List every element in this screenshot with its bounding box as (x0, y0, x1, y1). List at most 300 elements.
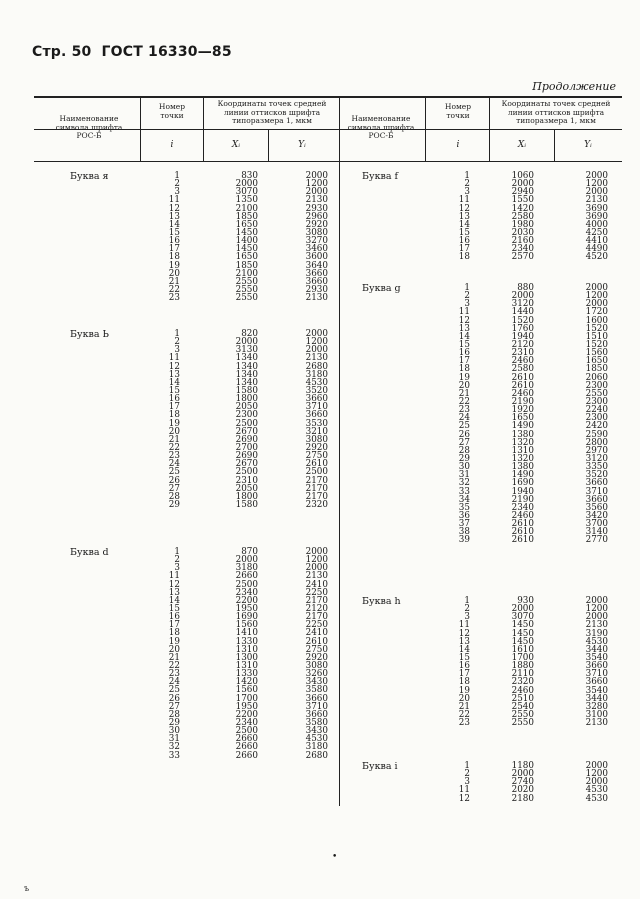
y-coordinate: 3660 (305, 693, 328, 704)
y-coordinate: 2130 (305, 195, 328, 206)
page-number: Стр. 50 (32, 44, 92, 60)
y-coordinate: 2680 (305, 750, 328, 761)
y-coordinate: 3530 (305, 418, 328, 429)
x-coordinate: 2050 (235, 402, 258, 413)
table-row (140, 172, 328, 180)
y-coordinate: 4530 (585, 793, 608, 804)
point-number: 14 (458, 331, 470, 342)
y-coordinate: 3700 (585, 519, 608, 530)
x-coordinate: 1520 (511, 315, 534, 326)
x-coordinate: 2310 (511, 348, 534, 359)
x-coordinate: 2180 (511, 793, 534, 804)
x-coordinate: 2000 (511, 604, 534, 615)
point-number: 11 (168, 353, 180, 364)
x-coordinate: 2550 (511, 709, 534, 720)
point-number: 35 (458, 502, 470, 513)
header-bottom-rule (34, 161, 622, 162)
point-number: 3 (464, 612, 470, 623)
y-coordinate: 3080 (305, 660, 328, 671)
y-coordinate: 2130 (585, 195, 608, 206)
x-coordinate: 3070 (511, 612, 534, 623)
x-coordinate: 2550 (235, 276, 258, 287)
y-coordinate: 2000 (305, 329, 328, 339)
x-coordinate: 2190 (511, 494, 534, 505)
col-sym-y-right: Yᵢ (584, 140, 592, 150)
point-number: 22 (168, 660, 180, 671)
col-header-name-left: Наименование символа шрифта РОС-Б (55, 114, 123, 140)
y-coordinate: 4530 (585, 636, 608, 647)
y-coordinate: 2170 (305, 491, 328, 502)
point-list (140, 172, 328, 302)
y-coordinate: 2060 (585, 372, 608, 383)
y-coordinate: 3080 (305, 434, 328, 445)
point-number: 33 (458, 486, 470, 497)
x-coordinate: 1610 (511, 644, 534, 655)
point-number: 13 (458, 636, 470, 647)
x-coordinate: 1340 (235, 377, 258, 388)
y-coordinate: 3660 (305, 709, 328, 720)
table-top-rule (34, 96, 622, 98)
standard-number: ГОСТ 16330—85 (101, 44, 232, 60)
point-number: 11 (458, 195, 470, 206)
point-number: 27 (168, 483, 180, 494)
point-number: 16 (168, 612, 180, 623)
y-coordinate: 1510 (585, 331, 608, 342)
y-coordinate: 4250 (585, 227, 608, 238)
x-coordinate: 2500 (235, 467, 258, 478)
point-number: 2 (174, 555, 180, 566)
x-coordinate: 2460 (511, 685, 534, 696)
x-coordinate: 1560 (235, 685, 258, 696)
point-number: 24 (168, 459, 180, 470)
x-coordinate: 1380 (511, 462, 534, 473)
point-number: 11 (458, 307, 470, 318)
point-number: 18 (458, 677, 470, 688)
y-coordinate: 2000 (305, 171, 328, 181)
point-number: 16 (458, 236, 470, 247)
point-number: 15 (168, 385, 180, 396)
y-coordinate: 1650 (585, 356, 608, 367)
point-number: 25 (458, 421, 470, 432)
y-coordinate: 2550 (585, 388, 608, 399)
y-coordinate: 1200 (585, 604, 608, 615)
x-coordinate: 2110 (511, 669, 534, 680)
x-coordinate: 3130 (235, 345, 258, 356)
x-coordinate: 1350 (235, 195, 258, 206)
y-coordinate: 2750 (305, 451, 328, 462)
col-sym-x-right: Xᵢ (517, 140, 527, 150)
point-number: 18 (168, 410, 180, 421)
y-coordinate: 2000 (585, 299, 608, 310)
point-number: 20 (168, 644, 180, 655)
y-coordinate: 2930 (305, 284, 328, 295)
point-number: 20 (458, 380, 470, 391)
point-number: 1 (464, 761, 470, 771)
y-coordinate: 3560 (585, 502, 608, 513)
y-coordinate: 2930 (305, 203, 328, 214)
x-coordinate: 1060 (511, 171, 534, 181)
x-coordinate: 2200 (235, 595, 258, 606)
table-row (140, 548, 328, 556)
point-number: 2 (464, 769, 470, 780)
table-row (140, 294, 328, 302)
corner-mark: ъ (24, 884, 30, 893)
col-header-coords-left: Координаты точек средней линии оттисков шрифта типоразмера 1, мкм (217, 99, 327, 125)
point-number: 3 (464, 187, 470, 198)
point-number: 19 (168, 636, 180, 647)
y-coordinate: 3540 (585, 685, 608, 696)
y-coordinate: 2920 (305, 442, 328, 453)
point-number: 22 (458, 396, 470, 407)
y-coordinate: 2770 (585, 535, 608, 546)
y-coordinate: 3430 (305, 726, 328, 737)
point-number: 12 (458, 203, 470, 214)
x-coordinate: 2160 (511, 236, 534, 247)
point-number: 23 (168, 669, 180, 680)
point-number: 15 (168, 227, 180, 238)
y-coordinate: 3190 (585, 628, 608, 639)
y-coordinate: 3440 (585, 644, 608, 655)
y-coordinate: 1200 (585, 769, 608, 780)
y-coordinate: 3080 (305, 227, 328, 238)
point-list (430, 762, 608, 803)
x-coordinate: 1320 (511, 453, 534, 464)
x-coordinate: 880 (517, 283, 534, 293)
point-number: 36 (458, 510, 470, 521)
point-number: 27 (458, 437, 470, 448)
x-coordinate: 2190 (511, 396, 534, 407)
point-number: 11 (458, 785, 470, 796)
footer-mark: • (332, 852, 338, 862)
y-coordinate: 3440 (585, 693, 608, 704)
x-coordinate: 3180 (235, 563, 258, 574)
col-header-coords-right: Координаты точек средней линии оттисков шрифта типоразмера 1, мкм (501, 99, 611, 125)
y-coordinate: 3210 (305, 426, 328, 437)
point-number: 17 (458, 244, 470, 255)
point-number: 3 (464, 299, 470, 310)
y-coordinate: 3520 (305, 385, 328, 396)
x-coordinate: 2610 (511, 535, 534, 546)
point-number: 17 (168, 402, 180, 413)
y-coordinate: 1200 (305, 555, 328, 566)
x-coordinate: 1420 (235, 677, 258, 688)
point-number: 3 (174, 563, 180, 574)
point-list (430, 172, 608, 262)
point-number: 21 (458, 388, 470, 399)
point-number: 15 (458, 227, 470, 238)
x-coordinate: 1950 (235, 603, 258, 614)
x-coordinate: 1450 (235, 244, 258, 255)
point-number: 12 (458, 315, 470, 326)
x-coordinate: 1980 (511, 219, 534, 230)
x-coordinate: 1490 (511, 470, 534, 481)
point-number: 18 (458, 364, 470, 375)
x-coordinate: 2940 (511, 187, 534, 198)
x-coordinate: 2580 (511, 211, 534, 222)
x-coordinate: 2500 (235, 418, 258, 429)
y-coordinate: 4000 (585, 219, 608, 230)
y-coordinate: 3520 (585, 470, 608, 481)
col-header-number-right: Номер точки (444, 102, 472, 120)
x-coordinate: 1850 (235, 260, 258, 271)
y-coordinate: 1720 (585, 307, 608, 318)
table-row (430, 719, 608, 727)
y-coordinate: 3420 (585, 510, 608, 521)
y-coordinate: 2920 (305, 219, 328, 230)
x-coordinate: 2700 (235, 442, 258, 453)
point-number: 17 (168, 620, 180, 631)
x-coordinate: 2120 (511, 339, 534, 350)
x-coordinate: 1180 (511, 761, 534, 771)
y-coordinate: 1600 (585, 315, 608, 326)
y-coordinate: 2920 (305, 652, 328, 663)
y-coordinate: 2000 (585, 761, 608, 771)
point-number: 13 (168, 369, 180, 380)
x-coordinate: 1320 (511, 437, 534, 448)
point-number: 25 (168, 467, 180, 478)
point-number: 17 (458, 356, 470, 367)
point-number: 22 (168, 284, 180, 295)
y-coordinate: 1850 (585, 364, 608, 375)
point-number: 30 (168, 726, 180, 737)
x-coordinate: 2670 (235, 426, 258, 437)
point-number: 14 (458, 644, 470, 655)
point-number: 11 (168, 571, 180, 582)
table-row (430, 795, 608, 803)
point-number: 33 (168, 750, 180, 761)
x-coordinate: 1800 (235, 394, 258, 405)
point-number: 1 (464, 596, 470, 606)
point-number: 26 (168, 475, 180, 486)
x-coordinate: 1450 (235, 227, 258, 238)
point-number: 19 (458, 372, 470, 383)
y-coordinate: 2250 (305, 587, 328, 598)
y-coordinate: 2300 (585, 380, 608, 391)
point-number: 21 (168, 276, 180, 287)
x-coordinate: 930 (517, 596, 534, 606)
x-coordinate: 2670 (235, 459, 258, 470)
y-coordinate: 2000 (305, 345, 328, 356)
x-coordinate: 870 (241, 547, 258, 557)
x-coordinate: 2050 (235, 483, 258, 494)
point-number: 12 (168, 361, 180, 372)
point-number: 16 (458, 348, 470, 359)
y-coordinate: 4530 (585, 785, 608, 796)
x-coordinate: 2610 (511, 527, 534, 538)
point-number: 16 (168, 236, 180, 247)
x-coordinate: 1300 (235, 652, 258, 663)
y-coordinate: 2410 (305, 628, 328, 639)
y-coordinate: 2120 (305, 603, 328, 614)
y-coordinate: 2000 (585, 612, 608, 623)
x-coordinate: 1440 (511, 307, 534, 318)
y-coordinate: 1560 (585, 348, 608, 359)
x-coordinate: 1920 (511, 405, 534, 416)
x-coordinate: 1380 (511, 429, 534, 440)
point-number: 12 (168, 203, 180, 214)
y-coordinate: 3140 (585, 527, 608, 538)
letter-label: Буква f (362, 171, 399, 182)
point-number: 21 (458, 701, 470, 712)
x-coordinate: 2660 (235, 571, 258, 582)
point-number: 26 (168, 693, 180, 704)
y-coordinate: 3660 (585, 478, 608, 489)
y-coordinate: 3660 (585, 661, 608, 672)
x-coordinate: 2460 (511, 388, 534, 399)
y-coordinate: 2130 (305, 353, 328, 364)
y-coordinate: 3690 (585, 203, 608, 214)
x-coordinate: 1650 (235, 252, 258, 263)
point-number: 14 (458, 219, 470, 230)
point-number: 31 (168, 734, 180, 745)
letter-label: Буква d (70, 547, 109, 558)
point-number: 20 (168, 426, 180, 437)
y-coordinate: 3660 (305, 410, 328, 421)
y-coordinate: 3640 (305, 260, 328, 271)
x-coordinate: 2500 (235, 726, 258, 737)
col-sym-i-right: i (456, 140, 460, 150)
x-coordinate: 2460 (511, 510, 534, 521)
x-coordinate: 2610 (511, 519, 534, 530)
point-number: 13 (168, 211, 180, 222)
x-coordinate: 1650 (235, 219, 258, 230)
point-number: 29 (458, 453, 470, 464)
x-coordinate: 1940 (511, 486, 534, 497)
x-coordinate: 1580 (235, 385, 258, 396)
point-number: 31 (458, 470, 470, 481)
y-coordinate: 3460 (305, 244, 328, 255)
x-coordinate: 2540 (511, 701, 534, 712)
letter-label: Буква i (362, 761, 398, 772)
x-coordinate: 1760 (511, 323, 534, 334)
y-coordinate: 2970 (585, 445, 608, 456)
x-coordinate: 2610 (511, 380, 534, 391)
point-number: 20 (458, 693, 470, 704)
y-coordinate: 2170 (305, 595, 328, 606)
x-coordinate: 2550 (511, 718, 534, 729)
x-coordinate: 1310 (511, 445, 534, 456)
point-number: 3 (464, 777, 470, 788)
y-coordinate: 2000 (305, 547, 328, 557)
x-coordinate: 1310 (235, 660, 258, 671)
point-number: 2 (174, 337, 180, 348)
x-coordinate: 1850 (235, 211, 258, 222)
y-coordinate: 4530 (305, 734, 328, 745)
y-coordinate: 2170 (305, 475, 328, 486)
letter-label: Буква Ь (70, 329, 109, 340)
x-coordinate: 1340 (235, 361, 258, 372)
x-coordinate: 2660 (235, 750, 258, 761)
letter-label: Буква g (362, 283, 401, 294)
x-coordinate: 2000 (511, 179, 534, 190)
x-coordinate: 1490 (511, 421, 534, 432)
point-number: 18 (168, 252, 180, 263)
x-coordinate: 2580 (511, 364, 534, 375)
y-coordinate: 2320 (305, 499, 328, 510)
point-number: 17 (458, 669, 470, 680)
x-coordinate: 2690 (235, 434, 258, 445)
col-rule-right-1 (425, 96, 426, 161)
point-number: 16 (168, 394, 180, 405)
table-row (140, 180, 328, 188)
y-coordinate: 2300 (585, 396, 608, 407)
point-number: 17 (168, 244, 180, 255)
x-coordinate: 2000 (511, 769, 534, 780)
point-number: 1 (174, 171, 180, 181)
point-number: 25 (168, 685, 180, 696)
y-coordinate: 3540 (585, 652, 608, 663)
x-coordinate: 2340 (235, 587, 258, 598)
y-coordinate: 3710 (585, 486, 608, 497)
table-row (140, 330, 328, 338)
table-row (430, 253, 608, 261)
point-number: 13 (458, 323, 470, 334)
y-coordinate: 2680 (305, 361, 328, 372)
y-coordinate: 2250 (305, 620, 328, 631)
x-coordinate: 2100 (235, 268, 258, 279)
y-coordinate: 2130 (305, 571, 328, 582)
x-coordinate: 1940 (511, 331, 534, 342)
point-number: 37 (458, 519, 470, 530)
x-coordinate: 2340 (511, 244, 534, 255)
point-number: 1 (464, 171, 470, 181)
y-coordinate: 3270 (305, 236, 328, 247)
y-coordinate: 4490 (585, 244, 608, 255)
point-number: 2 (174, 179, 180, 190)
y-coordinate: 2000 (585, 187, 608, 198)
y-coordinate: 3120 (585, 453, 608, 464)
col-rule-right-2 (489, 96, 490, 161)
x-coordinate: 1450 (511, 636, 534, 647)
x-coordinate: 2000 (511, 291, 534, 302)
point-number: 32 (168, 742, 180, 753)
point-number: 1 (464, 283, 470, 293)
table-row (140, 338, 328, 346)
x-coordinate: 2020 (511, 785, 534, 796)
col-rule-left-2 (203, 96, 204, 161)
y-coordinate: 1200 (305, 337, 328, 348)
point-number: 29 (168, 499, 180, 510)
y-coordinate: 3100 (585, 709, 608, 720)
col-rule-left-3 (268, 129, 269, 161)
y-coordinate: 3580 (305, 685, 328, 696)
col-header-number-left: Номер точки (158, 102, 186, 120)
y-coordinate: 4520 (585, 252, 608, 263)
point-number: 27 (168, 701, 180, 712)
point-number: 1 (174, 547, 180, 557)
x-coordinate: 1330 (235, 636, 258, 647)
x-coordinate: 2740 (511, 777, 534, 788)
x-coordinate: 3120 (511, 299, 534, 310)
x-coordinate: 2500 (235, 579, 258, 590)
point-number: 2 (464, 179, 470, 190)
x-coordinate: 1330 (235, 669, 258, 680)
y-coordinate: 2170 (305, 483, 328, 494)
point-number: 11 (168, 195, 180, 206)
point-number: 2 (464, 291, 470, 302)
x-coordinate: 1690 (511, 478, 534, 489)
point-number: 11 (458, 620, 470, 631)
point-number: 29 (168, 717, 180, 728)
point-number: 23 (168, 293, 180, 304)
y-coordinate: 2000 (305, 187, 328, 198)
y-coordinate: 2960 (305, 211, 328, 222)
point-list (430, 597, 608, 727)
point-number: 28 (168, 709, 180, 720)
point-number: 2 (464, 604, 470, 615)
point-number: 24 (168, 677, 180, 688)
y-coordinate: 3710 (585, 669, 608, 680)
